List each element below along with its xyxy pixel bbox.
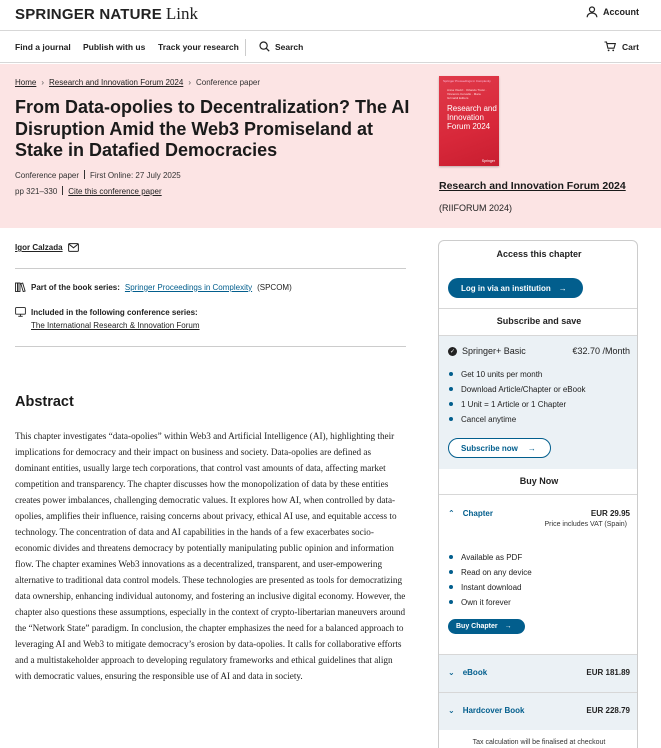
article-pages-row bbox=[15, 186, 162, 196]
cart-icon bbox=[604, 41, 616, 52]
article-type: Conference paper bbox=[15, 171, 80, 180]
ebook-price: EUR 181.89 bbox=[586, 668, 630, 677]
cover-publisher-logo: Springer bbox=[481, 159, 495, 163]
article-meta bbox=[15, 170, 181, 180]
arrow-right-icon: → bbox=[504, 623, 512, 630]
chevron-down-icon: ⌄ bbox=[448, 668, 455, 677]
list-item: Available as PDF bbox=[448, 552, 532, 567]
springer-nature-link-logo[interactable] bbox=[15, 4, 198, 24]
top-header bbox=[0, 0, 661, 31]
buy-heading: Buy Now bbox=[519, 476, 559, 486]
author-row bbox=[15, 243, 79, 252]
user-icon bbox=[586, 6, 598, 18]
plan-row bbox=[448, 346, 630, 356]
search-button[interactable] bbox=[259, 41, 303, 52]
institution-login-label: Log in via an institution bbox=[461, 283, 551, 293]
breadcrumb bbox=[15, 78, 260, 87]
ebook-option[interactable] bbox=[439, 654, 638, 692]
divider bbox=[439, 308, 638, 309]
page-range: pp 321–330 bbox=[15, 187, 58, 196]
book-abbreviation: (RIIFORUM 2024) bbox=[439, 203, 513, 213]
ebook-option-toggle[interactable] bbox=[448, 668, 630, 677]
chevron-up-icon: ⌃ bbox=[448, 509, 455, 518]
chevron-down-icon: ⌄ bbox=[448, 706, 455, 715]
ebook-label: eBook bbox=[462, 668, 488, 677]
cite-link[interactable]: Cite this conference paper bbox=[68, 187, 162, 196]
monitor-icon bbox=[15, 307, 26, 317]
chapter-price: EUR 29.95 bbox=[590, 509, 630, 518]
breadcrumb-home[interactable]: Home bbox=[15, 78, 37, 87]
vat-note: Price includes VAT (Spain) bbox=[544, 521, 627, 528]
divider bbox=[439, 494, 638, 495]
email-icon[interactable] bbox=[68, 243, 79, 252]
books-icon bbox=[15, 282, 26, 292]
subscribe-heading: Subscribe and save bbox=[496, 316, 582, 326]
nav-track-research[interactable]: Track your research bbox=[158, 42, 239, 52]
abstract-text: This chapter investigates “data-opolies” within Web3 and Artificial Intelligence (AI), highlighting their implications for democracy and their impact on business and society. Data-opolies are defined as dominant entities, usually large tech corporations, that control vast amounts of data, affecting market competition and transparency. The chapter discusses how the monopolization of data by these entities creates power imbalances, challenging democratic values. It explores how AI, when controlled by data-opolies, amplifies their influence, raising concerns about privacy, ethical AI use, and equitable access to technology. The concentration of data and AI capabilities in the hands of a few exacerbates socio-economic divides and threatens democracy by potentially manipulating public opinion and information flow. The chapter examines Web3 innovations as a decentralized, transparent, and user-empowering alternative to traditional data control models. These technologies are presented as tools for democratizing data ownership, enhancing individual autonomy, and fostering an inclusive digital economy. However, the chapter also questions these assumptions, especially in the context of crypto-libertarian maneuvers around the “Network State” paradigm. In conclusion, the chapter emphasizes the need for a balanced approach to leveraging AI and Web3 to mitigate democracy’s erosion by data-opolies. It calls for collaborative efforts and a multistakeholder approach to developing regulatory frameworks and ethical guidelines that align with democratic values, ensuring the responsible use of AI and data in society. bbox=[15, 431, 406, 681]
divider bbox=[15, 268, 406, 269]
series-prefix: Part of the book series: bbox=[31, 282, 120, 292]
arrow-right-icon: → bbox=[558, 283, 567, 293]
hardcover-label: Hardcover Book bbox=[462, 706, 525, 715]
series-abbr: (SPCOM) bbox=[257, 282, 292, 292]
buy-chapter-button[interactable] bbox=[448, 619, 525, 634]
conference-series bbox=[15, 307, 200, 330]
book-series bbox=[15, 282, 292, 292]
check-circle-icon: ✓ bbox=[449, 348, 456, 355]
breadcrumb-book[interactable]: Research and Innovation Forum 2024 bbox=[49, 78, 184, 87]
first-online-date: First Online: 27 July 2025 bbox=[90, 171, 181, 180]
series-link[interactable]: Springer Proceedings in Complexity bbox=[124, 282, 253, 292]
author-name[interactable]: Igor Calzada bbox=[15, 243, 63, 252]
nav-find-journal[interactable]: Find a journal bbox=[15, 42, 71, 52]
account-label: Account bbox=[603, 7, 639, 17]
book-title-link[interactable]: Research and Innovation Forum 2024 bbox=[439, 180, 626, 192]
account-link[interactable] bbox=[586, 6, 639, 18]
hardcover-price: EUR 228.79 bbox=[586, 706, 630, 715]
subscribe-now-label: Subscribe now bbox=[461, 443, 518, 453]
cart-link[interactable] bbox=[604, 41, 639, 52]
conference-label: Included in the following conference series: bbox=[31, 307, 198, 317]
logo-suffix: Link bbox=[165, 4, 199, 23]
subscription-section bbox=[439, 336, 638, 469]
search-icon bbox=[259, 41, 270, 52]
plan-features bbox=[448, 369, 586, 429]
plan-price: €32.70 /Month bbox=[572, 346, 630, 356]
page-title: From Data-opolies to Decentralization? The AI Disruption Amid the Web3 Promiseland at Stake in Datafied Democracies bbox=[15, 97, 410, 160]
breadcrumb-current: Conference paper bbox=[196, 78, 261, 87]
list-item: Own it forever bbox=[448, 597, 532, 612]
main-nav bbox=[0, 31, 661, 63]
cover-editors: Anna Visvizi · Orlando Troisi · Vincenzo Corvello · Mara Grimaldi Editors bbox=[447, 88, 487, 100]
list-item: Read on any device bbox=[448, 567, 532, 582]
list-item: Cancel anytime bbox=[448, 414, 586, 429]
search-label: Search bbox=[275, 41, 304, 52]
subscribe-now-button[interactable] bbox=[448, 438, 551, 458]
cover-series: Springer Proceedings in Complexity bbox=[443, 79, 491, 83]
divider bbox=[15, 346, 406, 347]
buy-chapter-label: Buy Chapter bbox=[456, 623, 498, 630]
nav-publish-with-us[interactable]: Publish with us bbox=[83, 42, 146, 52]
access-heading: Access this chapter bbox=[496, 249, 582, 259]
chapter-option-toggle[interactable] bbox=[448, 509, 630, 518]
hardcover-option-toggle[interactable] bbox=[448, 706, 630, 715]
cover-title: Research and Innovation Forum 2024 bbox=[447, 104, 497, 131]
cart-label: Cart bbox=[621, 41, 639, 52]
chevron-right-icon: › bbox=[41, 78, 45, 87]
list-item: Download Article/Chapter or eBook bbox=[448, 384, 586, 399]
arrow-right-icon: → bbox=[527, 443, 536, 453]
chevron-right-icon: › bbox=[188, 78, 191, 87]
nav-divider bbox=[245, 39, 246, 56]
list-item: 1 Unit = 1 Article or 1 Chapter bbox=[448, 399, 586, 414]
chapter-label: Chapter bbox=[462, 509, 493, 518]
list-item: Get 10 units per month bbox=[448, 369, 586, 384]
list-item: Instant download bbox=[448, 582, 532, 597]
buy-section bbox=[439, 469, 638, 655]
conference-link[interactable]: The International Research & Innovation Forum bbox=[31, 321, 200, 330]
hardcover-option[interactable] bbox=[439, 692, 638, 730]
chapter-features bbox=[448, 552, 532, 612]
plan-name: Springer+ Basic bbox=[462, 346, 526, 356]
logo-brand: SPRINGER NATURE bbox=[15, 6, 162, 23]
book-cover[interactable] bbox=[439, 76, 499, 166]
purchase-panel bbox=[438, 240, 638, 748]
tax-note: Tax calculation will be finalised at checkout bbox=[472, 739, 606, 746]
abstract-heading: Abstract bbox=[15, 394, 74, 410]
institution-login-button[interactable] bbox=[448, 278, 583, 298]
